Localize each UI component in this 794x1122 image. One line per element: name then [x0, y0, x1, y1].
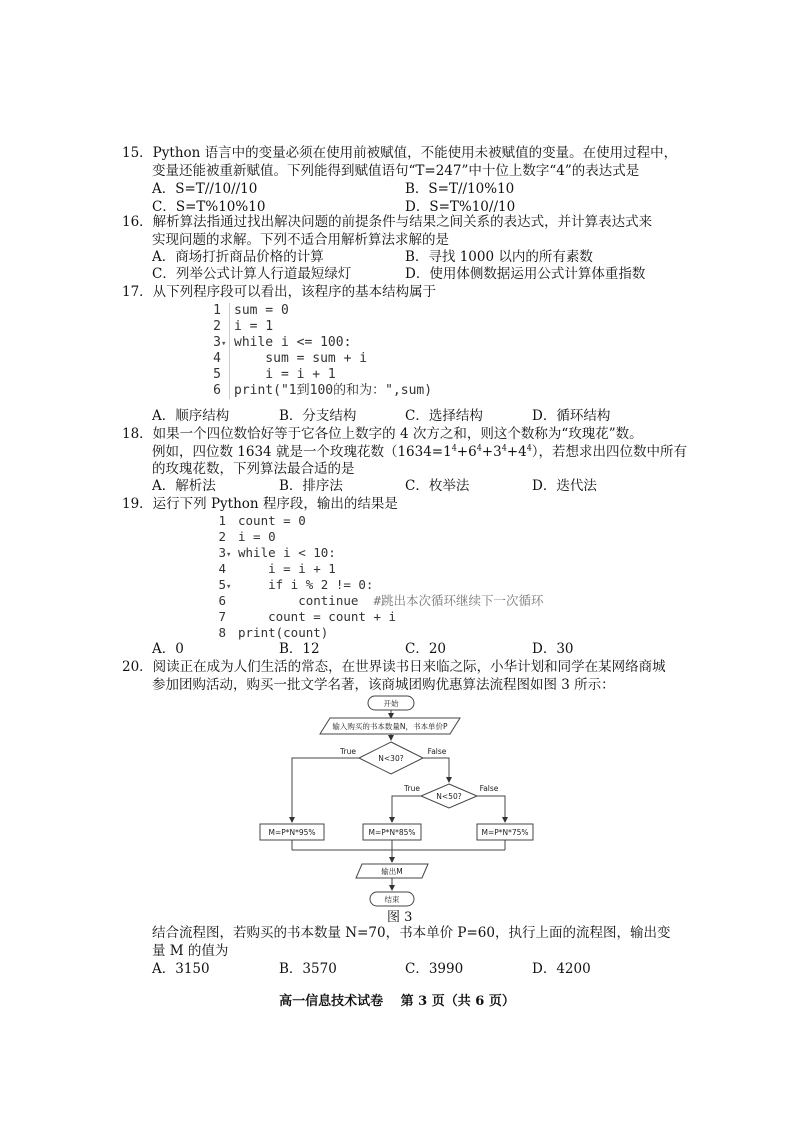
- q20-stem-line4: 量 M 的值为: [152, 943, 229, 959]
- q16-option-a: A．商场打折商品价格的计算: [152, 249, 324, 265]
- q20-option-d: D．4200: [532, 961, 591, 977]
- code-line: 8 print(count): [218, 625, 329, 640]
- q16-option-c: C．列举公式计算人行道最短绿灯: [152, 266, 352, 282]
- q17-option-b: B．分支结构: [279, 408, 357, 424]
- flowchart: [0, 690, 794, 930]
- q17-code-block: [205, 303, 432, 399]
- code-line: 3▾ while i < 10:: [218, 545, 336, 560]
- flow-cond1-label: N<30?: [378, 754, 404, 763]
- q18-stem-line3: 的玫瑰花数，下列算法最合适的是: [152, 461, 355, 477]
- q15-option-b: B．S=T//10%10: [405, 181, 515, 197]
- code-line: 3▾ while i <= 100:: [213, 335, 352, 350]
- q15-option-c: C．S=T%10%10: [152, 199, 266, 215]
- q20-option-b: B．3570: [279, 961, 337, 977]
- flow-false1-label: False: [427, 747, 447, 756]
- q15-stem-line1: 15．Python 语言中的变量必须在使用前被赋值，不能使用未被赋值的变量。在使用过程中，: [122, 145, 678, 161]
- code-line: 2 i = 1: [213, 319, 274, 334]
- q15-stem-line2: 变量还能被重新赋值。下列能得到赋值语句“T=247”中十位上数字“4”的表达式是: [152, 163, 640, 179]
- q15-option-d: D．S=T%10//10: [405, 199, 516, 215]
- code-line: 6 continue #跳出本次循环继续下一次循环: [218, 593, 544, 608]
- q16-option-b: B．寻找 1000 以内的所有素数: [405, 249, 593, 265]
- flow-p3-label: M=P*N*75%: [481, 828, 529, 837]
- code-comment: #跳出本次循环继续下一次循环: [373, 593, 544, 608]
- flow-cond2-label: N<50?: [436, 792, 462, 801]
- q18-option-b: B．排序法: [279, 478, 343, 494]
- flow-end-label: 结束: [384, 895, 400, 904]
- page-footer: 高一信息技术试卷 第 3 页（共 6 页）: [279, 994, 515, 1009]
- q19-option-d: D．30: [532, 641, 574, 657]
- q19-code-block: [210, 513, 544, 641]
- q20-stem-line2: 参加团购活动，购买一批文学名著，该商城团购优惠算法流程图如图 3 所示：: [152, 677, 615, 693]
- q16-option-d: D．使用体侧数据运用公式计算体重指数: [405, 266, 646, 282]
- q16-stem-line1: 16．解析算法指通过找出解决问题的前提条件与结果之间关系的表达式，并计算表达式来: [122, 214, 653, 230]
- flow-output-label: 输出M: [381, 867, 403, 876]
- q19-option-a: A．0: [152, 641, 184, 657]
- code-line: 2 i = 0: [218, 529, 276, 544]
- q15-option-a: A．S=T//10//10: [152, 181, 258, 197]
- code-line: 7 count = count + i: [218, 609, 397, 624]
- q20-stem-line3: 结合流程图，若购买的书本数量 N=70，书本单价 P=60，执行上面的流程图，输出变: [152, 925, 671, 941]
- figure-caption: 图 3: [387, 910, 413, 925]
- q20-stem-line1: 20．阅读正在成为人们生活的常态，在世界读书日来临之际，小华计划和同学在某网络商城: [122, 659, 666, 675]
- q17-option-d: D．循环结构: [532, 408, 611, 424]
- q20-option-a: A．3150: [152, 961, 210, 977]
- flow-true1-label: True: [340, 747, 356, 756]
- q19-option-b: B．12: [279, 641, 320, 657]
- code-line: 4 sum = sum + i: [213, 351, 368, 366]
- q18-option-c: C．枚举法: [405, 478, 470, 494]
- q17-stem: 17．从下列程序段可以看出，该程序的基本结构属于: [122, 284, 437, 300]
- q18-option-d: D．迭代法: [532, 478, 597, 494]
- q17-option-a: A．顺序结构: [152, 408, 230, 424]
- q17-option-c: C．选择结构: [405, 408, 483, 424]
- code-line: 5 i = i + 1: [213, 367, 336, 382]
- flow-false2-label: False: [479, 784, 499, 793]
- q18-stem-line2: 例如，四位数 1634 就是一个玫瑰花数$(1634=1^4+6^4+3^4+4^4)$，若想求出四位数中所有: [152, 443, 688, 460]
- code-line: 6 print("1到100的和为：",sum): [213, 383, 433, 398]
- q19-stem: 19．运行下列 Python 程序段，输出的结果是: [122, 496, 398, 512]
- q20-option-c: C．3990: [405, 961, 464, 977]
- q19-option-c: C．20: [405, 641, 447, 657]
- code-line: 4 i = i + 1: [218, 561, 336, 576]
- q18-stem-line1: 18．如果一个四位数恰好等于它各位上数字的 4 次方之和，则这个数称为“玫瑰花”数。: [122, 426, 643, 442]
- code-line: 1 sum = 0: [213, 303, 289, 318]
- q16-stem-line2: 实现问题的求解。下列不适合用解析算法求解的是: [152, 232, 449, 248]
- flow-input-label: 输入购买的书本数量N，书本单价P: [332, 722, 448, 731]
- flow-p1-label: M=P*N*95%: [268, 828, 316, 837]
- code-line: 5▾ if i % 2 != 0:: [218, 577, 374, 592]
- q18-option-a: A．解析法: [152, 478, 216, 494]
- flow-true2-label: True: [404, 784, 420, 793]
- code-line: 1 count = 0: [218, 513, 306, 528]
- flow-p2-label: M=P*N*85%: [368, 828, 416, 837]
- flow-start-label: 开始: [383, 699, 399, 708]
